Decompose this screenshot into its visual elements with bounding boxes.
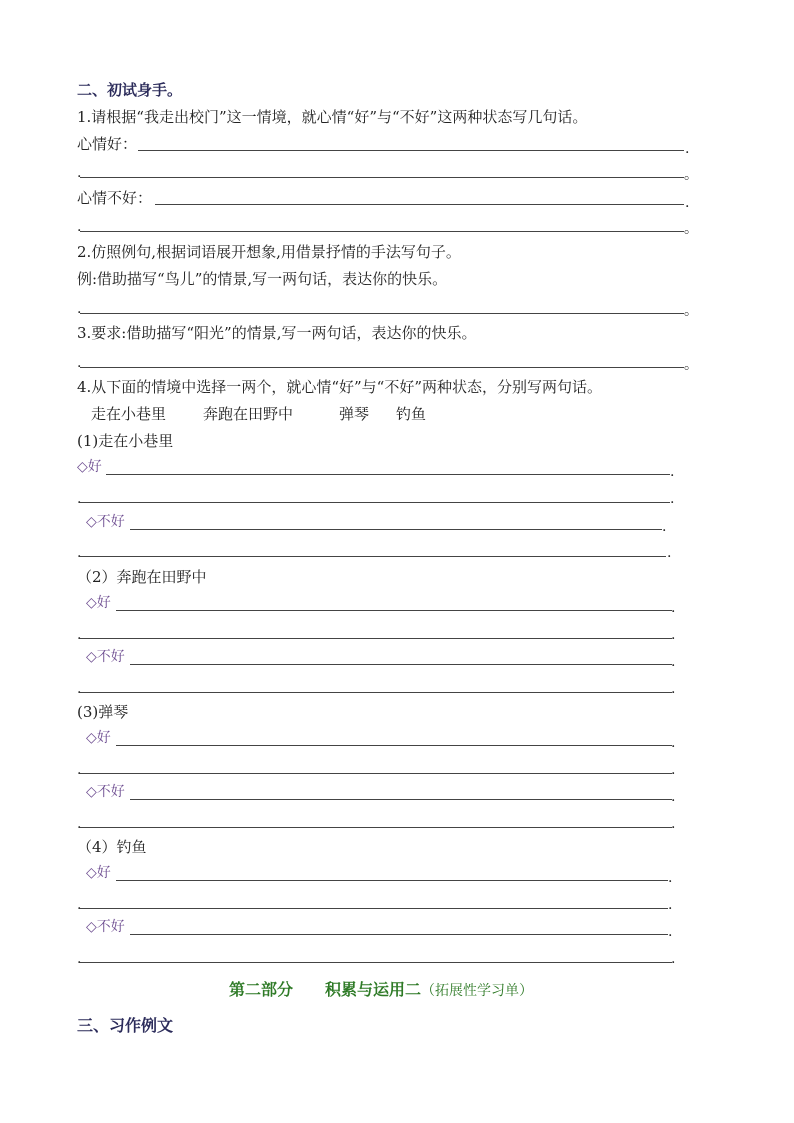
option-word: 钓鱼 [396,405,427,423]
line-start-period: . [77,545,82,561]
answer-line[interactable] [80,231,684,232]
line-end-period: . [670,464,675,480]
line-end-fullstop: 。 [684,357,698,373]
part-title-subtitle: （拓展性学习单） [421,983,534,999]
answer-line[interactable] [80,827,672,828]
answer-line[interactable] [116,745,672,746]
answer-line[interactable] [80,773,672,774]
line-end-period: . [670,491,675,507]
line-end-period: . [671,681,676,697]
line-end-period: . [671,627,676,643]
answer-line[interactable] [80,962,672,963]
line-end-period: . [671,600,676,616]
scenario-title: （4）钓鱼 [77,838,147,856]
bad-label: ◇不好 [86,514,125,530]
mood-good-label: 心情好： [77,135,138,153]
answer-line[interactable] [80,177,684,178]
section-heading-3: 三、习作例文 [77,1016,174,1035]
question-2-example: 例:借助描写“鸟儿”的情景,写一两句话，表达你的快乐。 [77,270,448,288]
line-end-period: . [671,654,676,670]
line-start-period: . [77,627,82,643]
line-end-period: . [668,897,673,913]
scenario-title: （2）奔跑在田野中 [77,568,207,586]
line-end-period: . [668,870,673,886]
good-label: ◇好 [77,459,102,475]
answer-line[interactable] [80,502,670,503]
line-end-period: . [662,519,667,535]
question-3-text: 3.要求:借助描写“阳光”的情景,写一两句话，表达你的快乐。 [77,324,477,342]
answer-line[interactable] [138,150,684,151]
good-label: ◇好 [86,595,111,611]
line-end-period: . [671,735,676,751]
bad-label: ◇不好 [86,919,125,935]
good-label: ◇好 [86,730,111,746]
line-end-period: . [671,951,676,967]
section-heading-2: 二、初试身手。 [77,81,183,99]
line-end-period: . [685,141,690,157]
answer-line[interactable] [80,556,666,557]
line-end-period: . [671,789,676,805]
line-end-fullstop: 。 [684,303,698,319]
good-label: ◇好 [86,865,111,881]
answer-line[interactable] [130,664,672,665]
question-2-text: 2.仿照例句,根据词语展开想象,用借景抒情的手法写句子。 [77,243,461,261]
answer-line[interactable] [130,529,662,530]
answer-line[interactable] [155,204,684,205]
bad-label: ◇不好 [86,784,125,800]
line-start-period: . [77,681,82,697]
answer-line[interactable] [80,692,672,693]
option-word: 走在小巷里 [91,405,167,423]
line-start-period: . [77,897,82,913]
question-4-text: 4.从下面的情境中选择一两个，就心情“好”与“不好”两种状态，分别写两句话。 [77,378,602,396]
answer-line[interactable] [80,367,684,368]
bad-label: ◇不好 [86,649,125,665]
answer-line[interactable] [80,908,668,909]
answer-line[interactable] [130,799,672,800]
line-start-period: . [77,951,82,967]
part-title [229,979,533,1002]
line-end-period: . [671,816,676,832]
answer-line[interactable] [106,474,670,475]
line-end-period: . [685,195,690,211]
line-end-period: . [668,924,673,940]
line-end-period: . [667,545,672,561]
option-word: 奔跑在田野中 [203,405,294,423]
line-start-period: . [77,355,82,371]
line-start-period: . [77,165,82,181]
option-word: 弹琴 [339,405,370,423]
answer-line[interactable] [80,638,672,639]
line-start-period: . [77,491,82,507]
answer-line[interactable] [116,610,672,611]
answer-line[interactable] [116,880,668,881]
line-start-period: . [77,762,82,778]
scenario-title: (1)走在小巷里 [77,432,174,450]
answer-line[interactable] [130,934,668,935]
line-end-fullstop: 。 [684,221,698,237]
line-end-fullstop: 。 [684,167,698,183]
part-title-main: 第二部分 积累与运用二 [229,980,422,999]
scenario-title: (3)弹琴 [77,703,129,721]
line-end-period: . [671,762,676,778]
mood-bad-label: 心情不好： [77,189,153,207]
line-start-period: . [77,816,82,832]
answer-line[interactable] [80,313,684,314]
question-1-text: 1.请根据“我走出校门”这一情境，就心情“好”与“不好”这两种状态写几句话。 [77,108,588,126]
line-start-period: . [77,219,82,235]
line-start-period: . [77,301,82,317]
